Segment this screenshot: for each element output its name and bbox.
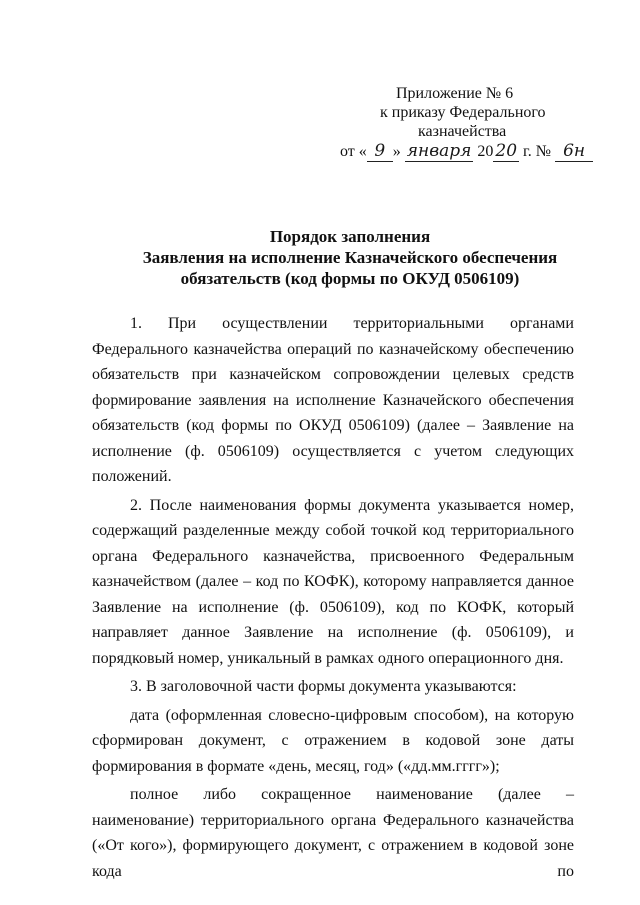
appendix-title: Приложение № 6 [396,85,514,102]
paragraph-3: 3. В заголовочной части формы документа указываются: [130,678,517,695]
date-suffix: г. № [523,143,552,160]
appendix-date-line [340,142,600,162]
handwritten-year: 20 [495,141,518,161]
paragraph-5: полное либо сокращенное наименование (далее – наименование) территориального органа Федерального казначейства («От кого»), формирующего документ, с отражением в кодовой зоне кода по [92,786,574,880]
document-title [100,226,600,289]
appendix-order-ref: к приказу Федерального [380,104,546,121]
paragraph-1: 1. При осуществлении территориальными органами Федерального казначейства операций по казначейскому обеспечению обязательств при казначейском сопровождении целевых средств формирование заявления на исполнение Казначейского обеспечения обязательств (код формы по ОКУД 0506109) (далее – Заявление на исполнение (ф. 0506109) осуществляется с учетом следующих положений. [92,315,574,485]
title-line-1: Порядок заполнения [269,227,431,246]
appendix-agency: казначейства [418,123,507,140]
date-prefix: от « [340,143,367,160]
title-line-3: обязательств (код формы по ОКУД 0506109) [180,269,520,288]
date-year-prefix: 20 [477,143,494,160]
paragraph-4: дата (оформленная словесно-цифровым способом), на которую сформирован документ, с отражением в кодовой зоне даты формирования в формате «день, месяц, год» («дд.мм.гггг»); [92,706,574,775]
paragraph-2: 2. После наименования формы документа указывается номер, содержащий разделенные между собой точкой код территориального органа Федерального казначейства, присвоенного Федеральным казначейством (далее – код по КОФК), которому направляется данное Заявление на исполнение (ф. 0506109), код по КОФК, который направляет данное Заявление на исполнение (ф. 0506109), и порядковый номер, уникальный в рамках одного операционного дня. [92,496,574,667]
handwritten-month: января [406,141,472,161]
appendix-block [340,84,600,162]
title-line-2: Заявления на исполнение Казначейского обеспечения [142,248,558,267]
handwritten-day: 9 [367,142,393,162]
date-mid: » [392,143,401,160]
document-body [92,311,574,887]
handwritten-order-number: 6н [555,142,593,162]
